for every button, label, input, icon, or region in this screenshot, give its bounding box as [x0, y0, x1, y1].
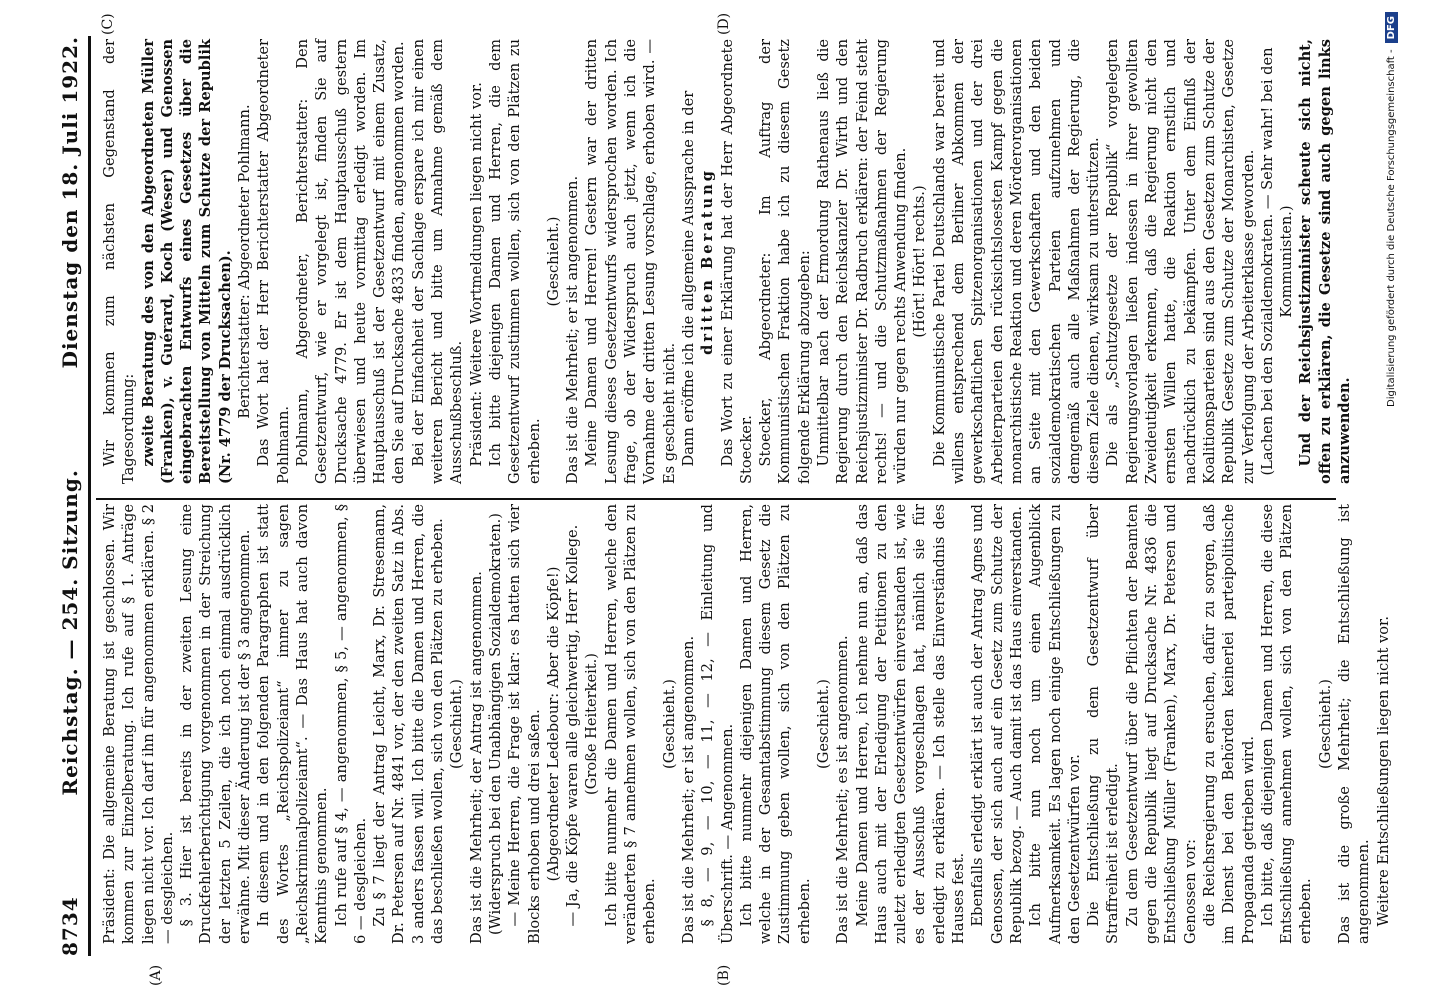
left-column: [100, 504, 1393, 944]
stage-direction: (Geschieht.): [1316, 679, 1334, 769]
paragraph: Das ist die Mehrheit; es ist angenommen.: [834, 635, 852, 944]
paragraph: Zu dem Gesetzentwurf über die Pflichten der Beamten gegen die Republik liegt auf Drucksache Nr. 4836 die Entschließung Müller (Franken), Marx, Dr. Petersen und Genossen vor:: [1123, 504, 1199, 944]
right-column: [100, 39, 1354, 484]
stage-direction: (Geschieht.): [448, 679, 466, 769]
stage-direction: (Abgeordneter Ledebour: Aber die Köpfe!): [544, 566, 562, 882]
margin-mark-b: (B): [716, 964, 732, 986]
paragraph: Dann eröffne ich die allgemeine Aussprache in der: [679, 90, 697, 467]
header-rule: [88, 36, 91, 956]
paragraph: Stoecker, Abgeordneter: Im Auftrag der Kommunistischen Fraktion habe ich zu diesem Gesetz folgende Erklärung abzugeben:: [757, 39, 813, 484]
paragraph: Ich rufe auf § 4, — angenommen, § 5, — angenommen, § 6 — desgleichen.: [332, 504, 369, 944]
paragraph: Die Entschließung zu dem Gesetzentwurf über Straffreiheit ist erledigt.: [1085, 504, 1122, 944]
stage-direction: (Geschieht.): [544, 216, 562, 307]
page-number: 8734: [58, 896, 82, 956]
stage-direction: (Hört! Hört! rechts.): [911, 185, 929, 338]
paragraph: § 8, — 9, — 10, — 11, — 12, — Einleitung und Überschrift. — Angenommen.: [699, 504, 736, 944]
paragraph: — Meine Herren, die Frage ist klar: es hatten sich vier Blocks erhoben und drei saßen.: [506, 504, 543, 944]
paragraph: Meine Damen und Herren! Gestern war der dritten Lesung dieses Gesetzentwurfs widersprochen worden. Ich frage, ob der Widerspruch auch jetzt, wenn ich die Vornahme der dritten Lesung vorschlage, erhoben wird. — Es geschieht nicht.: [583, 39, 678, 484]
dfg-logo: DFG: [1385, 12, 1398, 43]
paragraph: Weitere Entschließungen liegen nicht vor.: [1374, 615, 1392, 927]
paragraph: Ich bitte, daß diejenigen Damen und Herren, die diese Entschließung annehmen wollen, sich von den Plätzen erheben.: [1258, 504, 1315, 944]
paragraph: In diesem und in den folgenden Paragraphen ist statt des Wortes „Reichspolizeiamt“ immer zu sagen „Reichskriminalpolizeiamt“. — Das Haus hat auch davon Kenntnis genommen.: [255, 504, 331, 944]
section-heading: dritten Beratung: [699, 168, 717, 355]
paragraph: Ich bitte nun noch um einen Augenblick Aufmerksamkeit. Es lagen noch einige Entschließungen zu den Gesetzentwürfen vor.: [1027, 504, 1083, 944]
paragraph: Bei der Einfachheit der Sachlage erspare ich mir einen weiteren Bericht und bitte um Annahme gemäß dem Ausschußbeschluß.: [409, 39, 466, 484]
paragraph: Die Kommunistische Partei Deutschlands war bereit und willens entsprechend dem Berliner Abkommen der gewerkschaftlichen Spitzenorganisationen und der drei Arbeiterparteien den rücksichtslosesten Kampf gegen die monarchistische Reaktion und deren Mörderorganisationen an Seite mit den Gewerkschaften und den beiden sozialdemokratischen Parteien aufzunehmen und demgemäß auch alle Maßnahmen der Regierung, die diesem Ziele dienen, wirksam zu unterstützen.: [930, 39, 1103, 484]
paragraph: Ebenfalls erledigt erklärt ist auch der Antrag Agnes und Genossen, der sich auch auf ein Gesetz zum Schutze der Republik bezog. — Auch damit ist das Haus einverstanden.: [969, 504, 1025, 944]
paragraph: Pohlmann, Abgeordneter, Berichterstatter: Den Gesetzentwurf, wie er vorgelegt ist, finden Sie auf Drucksache 4779. Er ist dem Hauptausschuß gestern überwiesen und heute vormittag erledigt worden. Im Hauptausschuß ist der Gesetzentwurf mit einem Zusatz, den Sie auf Drucksache 4833 finden, angenommen worden.: [293, 39, 408, 484]
paragraph: Wir kommen zum nächsten Gegenstand der Tagesordnung:: [101, 39, 138, 484]
paragraph: Unmittelbar nach der Ermordung Rathenaus ließ die Regierung durch den Reichskanzler Dr. Wirth und den Reichsjustizminister Dr. Radbruch erklären: der Feind steht rechts! — und die Schutzmaßnahmen der Regierung würden nur gegen rechts Anwendung finden.: [814, 39, 910, 484]
agenda-item: zweite Beratung des von den Abgeordneten Müller (Franken), v. Guérard, Koch (Weser) und Genossen eingebrachten Entwurfs eines Gesetzes über die Bereitstellung von Mitteln zum Schutze der Republik (Nr. 4779 der Drucksachen).: [139, 39, 234, 484]
paragraph: Das Wort hat der Herr Berichterstatter Abgeordneter Pohlmann.: [255, 39, 292, 484]
stage-direction: (Große Heiterkeit.): [583, 653, 601, 795]
credit-text: Digitalisierung gefördert durch die Deutsche Forschungsgemeinschaft -: [1385, 49, 1397, 407]
paragraph: Die als „Schutzgesetze der Republik“ vorgelegten Regierungsvorlagen ließen indessen in ihrer gewollten Zweideutigkeit erkennen, daß die Regierung nicht den ernsten Willen hatte, die Reaktion ernstlich und nachdrücklich zu bekämpfen. Unter dem Einfluß der Koalitionsparteien sind aus den Gesetzen zum Schutze der Republik Gesetze zum Schutze der Monarchisten, Gesetze zur Verfolgung der Arbeiterklasse geworden.: [1104, 39, 1257, 484]
stage-direction: (Widerspruch bei den Unabhängigen Sozialdemokraten.): [486, 513, 504, 935]
paragraph: Präsident: Weitere Wortmeldungen liegen nicht vor.: [467, 82, 485, 467]
paragraph: § 3. Hier ist bereits in der zweiten Lesung eine Druckfehlerberichtigung vorgenommen in der Streichung der letzten 5 Zeilen, die ich noch einmal ausdrücklich erwähne. Mit dieser Änderung ist der § 3 angenommen.: [178, 504, 254, 944]
paragraph: Das ist die Mehrheit; der Antrag ist angenommen.: [467, 571, 485, 944]
paragraph: Das ist die Mehrheit; er ist angenommen.: [679, 635, 697, 944]
paragraph: Das ist die große Mehrheit; die Entschließung ist angenommen.: [1336, 504, 1373, 944]
column-divider: [96, 498, 1336, 500]
session-title: Reichstag. — 254. Sitzung.: [58, 469, 82, 796]
paragraph: Das Wort zu einer Erklärung hat der Herr Abgeordnete Stoecker.: [718, 39, 755, 484]
paragraph: Präsident: Die allgemeine Beratung ist geschlossen. Wir kommen zur Einzelberatung. Ich rufe auf § 1. Anträge liegen nicht vor. Ich darf ihn für angenommen erklären. § 2 — desgleichen.: [101, 504, 176, 944]
page-header: [50, 36, 90, 956]
paragraph: Berichterstatter: Abgeordneter Pohlmann.: [236, 104, 254, 419]
paragraph: Meine Damen und Herren, ich nehme nun an, daß das Haus auch mit der Erledigung der Petitionen zu den zuletzt erledigten Gesetzentwürfen einverstanden ist, wie es der Ausschuß vorgeschlagen hat, nämlich sie für erledigt zu erklären. — Ich stelle das Einverständnis des Hauses fest.: [853, 504, 968, 944]
paragraph: Zu § 7 liegt der Antrag Leicht, Marx, Dr. Stresemann, Dr. Petersen auf Nr. 4841 vor, der den zweiten Satz in Abs. 3 anders fassen will. Ich bitte die Damen und Herren, die das beschließen wollen, sich von den Plätzen zu erheben.: [371, 504, 447, 944]
stage-direction: (Geschieht.): [660, 679, 678, 769]
paragraph: Und der Reichsjustizminister scheute sich nicht, offen zu erklären, die Gesetze sind auch gegen links anzuwenden.: [1297, 39, 1353, 484]
margin-mark-a: (A): [148, 964, 164, 986]
margin-mark-c: (C): [100, 13, 116, 35]
paragraph: Ich bitte diejenigen Damen und Herren, die dem Gesetzentwurf zustimmen wollen, sich von den Plätzen zu erheben.: [486, 39, 543, 484]
session-date: Dienstag den 18. Juli 1922.: [58, 36, 82, 369]
stage-direction: (Lachen bei den Sozialdemokraten. — Sehr wahr! bei den Kommunisten.): [1258, 47, 1296, 476]
dfg-credit: [1378, 12, 1404, 992]
paragraph: Das ist die Mehrheit; er ist angenommen.: [564, 175, 582, 484]
paragraph: Ich bitte nunmehr diejenigen Damen und Herren, welche in der Gesamtabstimmung diesem Gesetz die Zustimmung geben wollen, sich von den Plätzen zu erheben.: [737, 504, 813, 944]
paragraph: Ich bitte nunmehr die Damen und Herren, welche den veränderten § 7 annehmen wollen, sich von den Plätzen zu erheben.: [602, 504, 659, 944]
quoted-resolution: die Reichsregierung zu ersuchen, dafür zu sorgen, daß im Dienst bei den Behörden keinerlei parteipolitische Propaganda getrieben wird.: [1200, 504, 1257, 944]
stage-direction: (Geschieht.): [814, 679, 832, 769]
paragraph: — Ja, die Köpfe waren alle gleichwertig, Herr Kollege.: [564, 524, 582, 927]
margin-mark-d: (D): [716, 12, 732, 35]
